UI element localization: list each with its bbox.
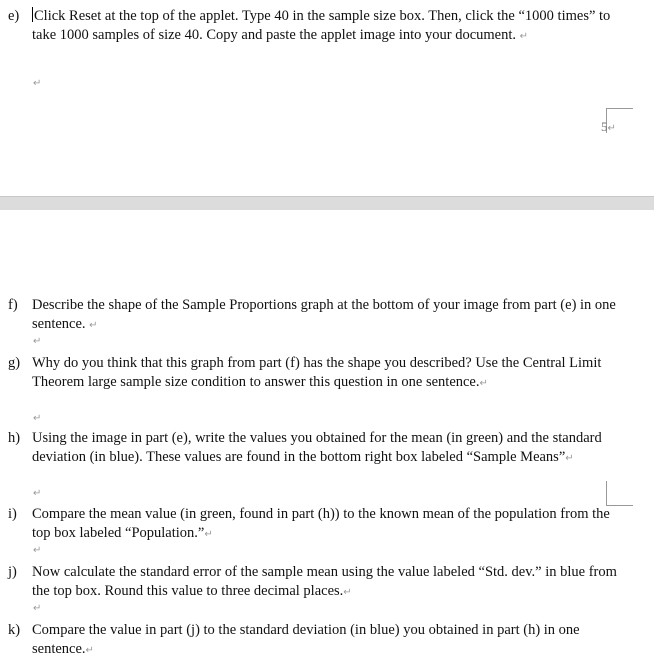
question-label: i) [8,506,17,522]
question-text[interactable]: Click Reset at the top of the applet. Type 40 in the sample size box. Then, click the “1000 times” to take 1000 samples of size 40. Copy and paste the applet image into your document. [32,8,611,43]
paragraph-mark-icon: ↵ [33,78,42,89]
page-break-gap [0,196,654,211]
paragraph-mark-icon: ↵ [33,545,42,556]
paragraph-mark-icon: ↵ [33,603,42,614]
paragraph-mark-icon: ↵ [479,377,488,389]
question-j [8,563,628,602]
question-label: h) [8,430,21,446]
question-label: f) [8,297,18,313]
question-text[interactable]: Why do you think that this graph from part (f) has the shape you described? Use the Central Limit Theorem large sample size condition to answer this question in one sentence. [32,355,602,390]
paragraph-mark-icon: ↵ [89,319,98,331]
paragraph-mark-icon: ↵ [33,336,42,347]
question-text[interactable]: Compare the value in part (j) to the standard deviation (in blue) you obtained in part (h) in one sentence. [32,622,580,657]
document-page-top [0,0,654,196]
question-label: j) [8,564,17,580]
question-text[interactable]: Compare the mean value (in green, found in part (h)) to the known mean of the population from the top box labeled “Population.” [32,506,610,541]
question-g [8,354,628,393]
margin-corner-mark [606,481,633,506]
question-h [8,429,628,468]
question-text[interactable]: Using the image in part (e), write the values you obtained for the mean (in green) and the standard deviation (in blue). These values are found in the bottom right box labeled “Sample Means” [32,430,602,465]
question-i [8,505,628,544]
question-label: e) [8,8,20,24]
paragraph-mark-icon: ↵ [565,452,574,464]
question-e [8,7,628,46]
question-label: k) [8,622,21,638]
question-f [8,296,628,335]
paragraph-mark-icon: ↵ [343,586,352,598]
question-label: g) [8,355,21,371]
paragraph-mark-icon: ↵ [85,644,94,656]
question-text[interactable]: Now calculate the standard error of the sample mean using the value labeled “Std. dev.” in blue from the top box. Round this value to three decimal places. [32,564,617,599]
question-k [8,621,628,660]
paragraph-mark-icon: ↵ [204,528,213,540]
paragraph-mark-icon: ↵ [33,488,42,499]
paragraph-mark-icon: ↵ [519,30,529,42]
text-cursor [32,7,33,22]
page-number: 5↵ [601,119,616,134]
question-text[interactable]: Describe the shape of the Sample Proportions graph at the bottom of your image from part (e) in one sentence. [32,297,616,332]
paragraph-mark-icon: ↵ [33,413,42,424]
